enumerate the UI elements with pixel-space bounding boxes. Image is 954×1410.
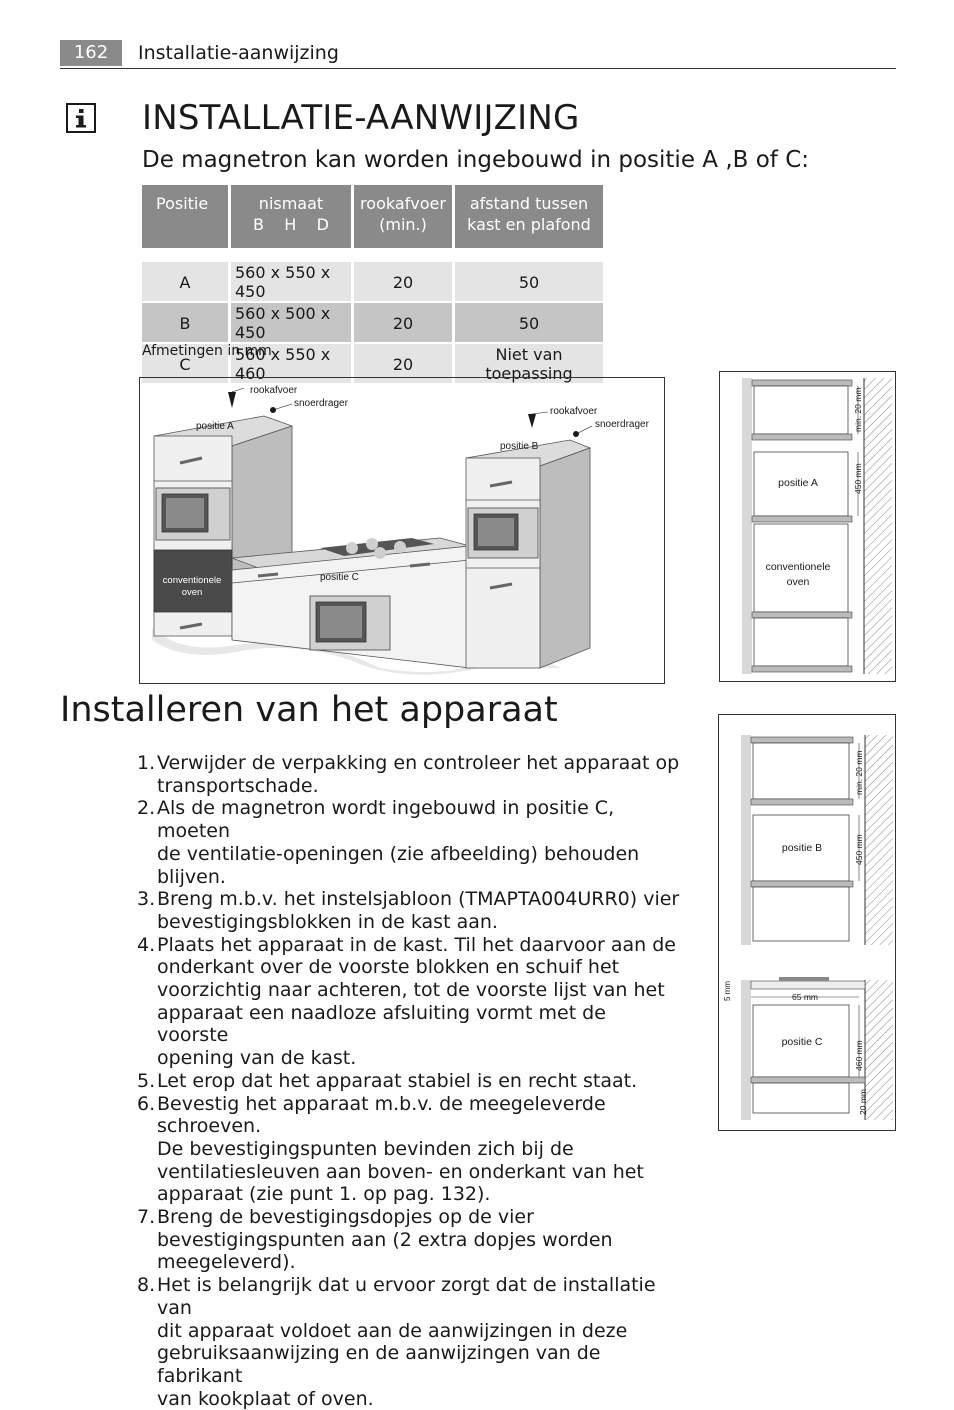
dim-min-20mm: min. 20 mm	[853, 387, 863, 432]
unit-note: Afmetingen in mm	[142, 343, 272, 359]
table-cell: 20	[354, 344, 452, 385]
label-positie-b: positie B	[500, 441, 539, 452]
table-header-cell: afstand tussen kast en plafond	[455, 185, 603, 248]
section-diagram-position-b-c	[718, 714, 896, 1131]
list-item: 7. Breng de bevestigingsdopjes op de vier bevestigingspunten aan (2 extra dopjes worden meegeleverd).	[137, 1206, 613, 1274]
table-cell: 20	[354, 262, 452, 303]
label-positie-a: positie A	[778, 477, 818, 489]
sub-heading: De magnetron kan worden ingebouwd in positie A ,B of C:	[142, 147, 810, 173]
dim-min-20mm: min. 20 mm	[854, 750, 864, 795]
table-cell: 50	[455, 262, 603, 303]
list-item: 4. Plaats het apparaat in de kast. Til het daarvoor aan de onderkant over de voorste blokken en schuif het voorzichtig naar achteren, tot de voorste lijst van het apparaat een naadloze afsluiting vormt met de voorste opening van de kast.	[137, 933, 676, 1070]
page-number: 162	[60, 40, 122, 66]
list-item: 1. Verwijder de verpakking en controleer het apparaat op transportschade.	[137, 752, 680, 797]
main-heading: INSTALLATIE-AANWIJZING	[142, 98, 580, 138]
running-title: Installatie-aanwijzing	[138, 42, 339, 64]
table-cell: 560 x 550 x 450	[231, 262, 351, 303]
label-snoerdrager-a: snoerdrager	[294, 398, 348, 409]
table-cell: 560 x 550 x 460	[231, 344, 351, 385]
list-item: 5. Let erop dat het apparaat stabiel is en recht staat.	[137, 1069, 638, 1092]
header-rule	[60, 68, 896, 69]
info-icon	[66, 103, 96, 133]
dim-20mm: 20 mm	[858, 1089, 868, 1115]
table-cell: 560 x 500 x 450	[231, 303, 351, 344]
label-positie-b: positie B	[781, 842, 823, 854]
dim-450mm: 450 mm	[854, 834, 864, 865]
kitchen-illustration	[139, 377, 665, 684]
table-header-cell: Positie	[142, 185, 228, 248]
table-cell: A	[142, 262, 228, 303]
table-cell: C	[142, 344, 228, 385]
label-oven-line2: oven	[786, 576, 810, 588]
label-positie-c: positie C	[320, 572, 359, 583]
list-item: 2. Als de magnetron wordt ingebouwd in positie C, moeten de ventilatie-openingen (zie afbeelding) behouden blijven.	[137, 797, 640, 888]
table-header-row	[142, 185, 603, 248]
label-positie-a: positie A	[196, 421, 234, 432]
label-positie-c: positie C	[781, 1036, 823, 1048]
label-oven-line2: oven	[181, 587, 203, 598]
list-item: 3. Breng m.b.v. het instelsjabloon (TMAPTA004URR0) vier bevestigingsblokken in de kast aan.	[137, 888, 680, 933]
section-heading: Installeren van het apparaat	[60, 690, 558, 730]
table-cell: 20	[354, 303, 452, 344]
label-rookafvoer-a: rookafvoer	[250, 385, 298, 396]
section-diagram-position-a	[719, 371, 896, 682]
list-item: 6. Bevestig het apparaat m.b.v. de meegeleverde schroeven. De bevestigingspunten bevinden zich bij de ventilatiesleuven aan boven- en onderkant van het apparaat (zie punt 1. op pag. 132).	[137, 1092, 644, 1206]
dim-450mm: 450 mm	[853, 463, 863, 494]
table-cell: 50	[455, 303, 603, 344]
dim-5mm: 5 mm	[723, 981, 732, 1001]
table-row	[142, 262, 603, 303]
label-oven-line1: conventionele	[765, 561, 831, 573]
table-gap	[142, 248, 603, 262]
label-rookafvoer-b: rookafvoer	[550, 406, 598, 417]
table-header-cell: rookafvoer (min.)	[354, 185, 452, 248]
table-cell: Niet van toepassing	[455, 344, 603, 385]
table-header-cell: nismaat B H D	[231, 185, 351, 248]
list-item: 8. Het is belangrijk dat u ervoor zorgt dat de installatie van dit apparaat voldoet aan de aanwijzingen in deze gebruiksaanwijzing en de aanwijzingen van de fabrikant van kookplaat of oven.	[137, 1274, 656, 1410]
dim-65mm: 65 mm	[792, 992, 818, 1002]
label-oven-line1: conventionele	[162, 575, 222, 586]
dim-460mm: 460 mm	[854, 1040, 864, 1071]
label-snoerdrager-b: snoerdrager	[595, 419, 649, 430]
table-row	[142, 303, 603, 344]
installation-steps	[137, 752, 682, 1410]
table-cell: B	[142, 303, 228, 344]
